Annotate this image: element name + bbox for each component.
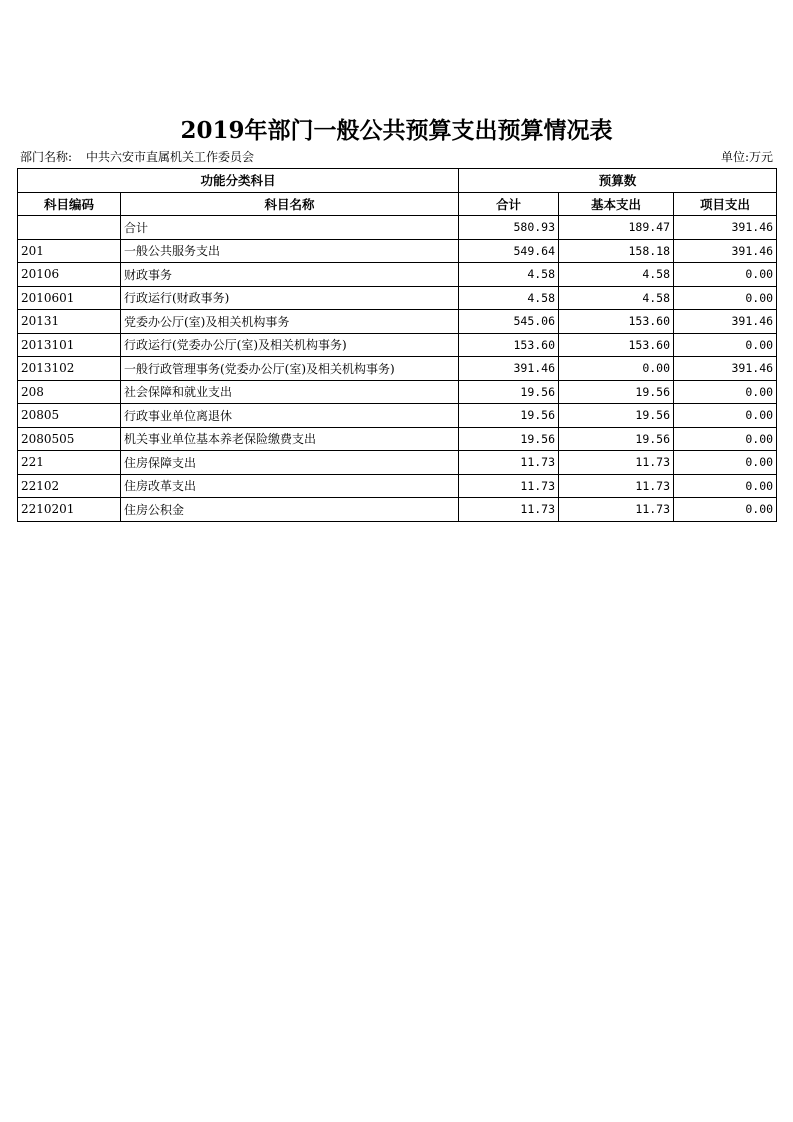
department-name: 中共六安市直属机关工作委员会 [86, 150, 255, 164]
header-basic: 基本支出 [559, 192, 674, 216]
header-project: 项目支出 [674, 192, 777, 216]
cell-project: 0.00 [674, 474, 777, 498]
cell-basic: 0.00 [559, 357, 674, 381]
cell-project: 391.46 [674, 239, 777, 263]
cell-project: 0.00 [674, 498, 777, 522]
header-column-row [18, 192, 777, 216]
table-row [18, 451, 777, 475]
cell-project: 391.46 [674, 310, 777, 334]
cell-name: 行政运行(财政事务) [121, 286, 459, 310]
header-group-row [18, 169, 777, 193]
cell-project: 0.00 [674, 286, 777, 310]
cell-basic: 4.58 [559, 286, 674, 310]
cell-project: 0.00 [674, 427, 777, 451]
cell-total: 11.73 [459, 498, 559, 522]
table-row [18, 216, 777, 240]
cell-name: 一般行政管理事务(党委办公厅(室)及相关机构事务) [121, 357, 459, 381]
cell-total: 4.58 [459, 263, 559, 287]
cell-total: 391.46 [459, 357, 559, 381]
page-title: 2019年部门一般公共预算支出预算情况表 [180, 117, 613, 144]
table-row [18, 427, 777, 451]
cell-project: 0.00 [674, 333, 777, 357]
cell-total: 545.06 [459, 310, 559, 334]
table-row [18, 474, 777, 498]
cell-code: 20805 [18, 404, 121, 428]
budget-table [17, 168, 777, 522]
cell-code: 2210201 [18, 498, 121, 522]
cell-code: 2010601 [18, 286, 121, 310]
cell-project: 0.00 [674, 380, 777, 404]
cell-code: 2013102 [18, 357, 121, 381]
cell-total: 19.56 [459, 404, 559, 428]
table-row [18, 498, 777, 522]
cell-basic: 153.60 [559, 333, 674, 357]
cell-project: 391.46 [674, 216, 777, 240]
cell-total: 19.56 [459, 427, 559, 451]
cell-basic: 11.73 [559, 474, 674, 498]
cell-code: 2013101 [18, 333, 121, 357]
table-row [18, 357, 777, 381]
cell-code: 20106 [18, 263, 121, 287]
cell-basic: 11.73 [559, 451, 674, 475]
cell-name: 住房改革支出 [121, 474, 459, 498]
cell-total: 549.64 [459, 239, 559, 263]
cell-code: 208 [18, 380, 121, 404]
cell-total: 19.56 [459, 380, 559, 404]
cell-name: 住房保障支出 [121, 451, 459, 475]
cell-name: 财政事务 [121, 263, 459, 287]
cell-total: 153.60 [459, 333, 559, 357]
cell-total: 580.93 [459, 216, 559, 240]
cell-name: 行政运行(党委办公厅(室)及相关机构事务) [121, 333, 459, 357]
table-row [18, 333, 777, 357]
cell-total: 4.58 [459, 286, 559, 310]
cell-code: 221 [18, 451, 121, 475]
cell-name: 行政事业单位离退休 [121, 404, 459, 428]
table-row [18, 380, 777, 404]
cell-basic: 153.60 [559, 310, 674, 334]
cell-project: 0.00 [674, 263, 777, 287]
cell-code: 201 [18, 239, 121, 263]
header-code: 科目编码 [18, 192, 121, 216]
cell-name: 一般公共服务支出 [121, 239, 459, 263]
table-row [18, 263, 777, 287]
cell-code: 2080505 [18, 427, 121, 451]
cell-code [18, 216, 121, 240]
cell-total: 11.73 [459, 451, 559, 475]
cell-basic: 189.47 [559, 216, 674, 240]
unit-label: 单位:万元 [720, 150, 773, 164]
cell-code: 20131 [18, 310, 121, 334]
cell-name: 机关事业单位基本养老保险缴费支出 [121, 427, 459, 451]
table-row [18, 239, 777, 263]
table-row [18, 286, 777, 310]
department-info [20, 148, 254, 165]
cell-total: 11.73 [459, 474, 559, 498]
cell-name: 合计 [121, 216, 459, 240]
cell-basic: 19.56 [559, 404, 674, 428]
header-total: 合计 [459, 192, 559, 216]
cell-basic: 158.18 [559, 239, 674, 263]
cell-project: 391.46 [674, 357, 777, 381]
department-label: 部门名称: [20, 150, 73, 164]
cell-code: 22102 [18, 474, 121, 498]
cell-name: 党委办公厅(室)及相关机构事务 [121, 310, 459, 334]
table-row [18, 404, 777, 428]
cell-basic: 11.73 [559, 498, 674, 522]
cell-basic: 19.56 [559, 380, 674, 404]
cell-name: 社会保障和就业支出 [121, 380, 459, 404]
cell-name: 住房公积金 [121, 498, 459, 522]
cell-basic: 19.56 [559, 427, 674, 451]
table-row [18, 310, 777, 334]
header-function-category: 功能分类科目 [18, 169, 459, 193]
header-name: 科目名称 [121, 192, 459, 216]
cell-project: 0.00 [674, 451, 777, 475]
cell-basic: 4.58 [559, 263, 674, 287]
header-budget-amount: 预算数 [459, 169, 777, 193]
cell-project: 0.00 [674, 404, 777, 428]
